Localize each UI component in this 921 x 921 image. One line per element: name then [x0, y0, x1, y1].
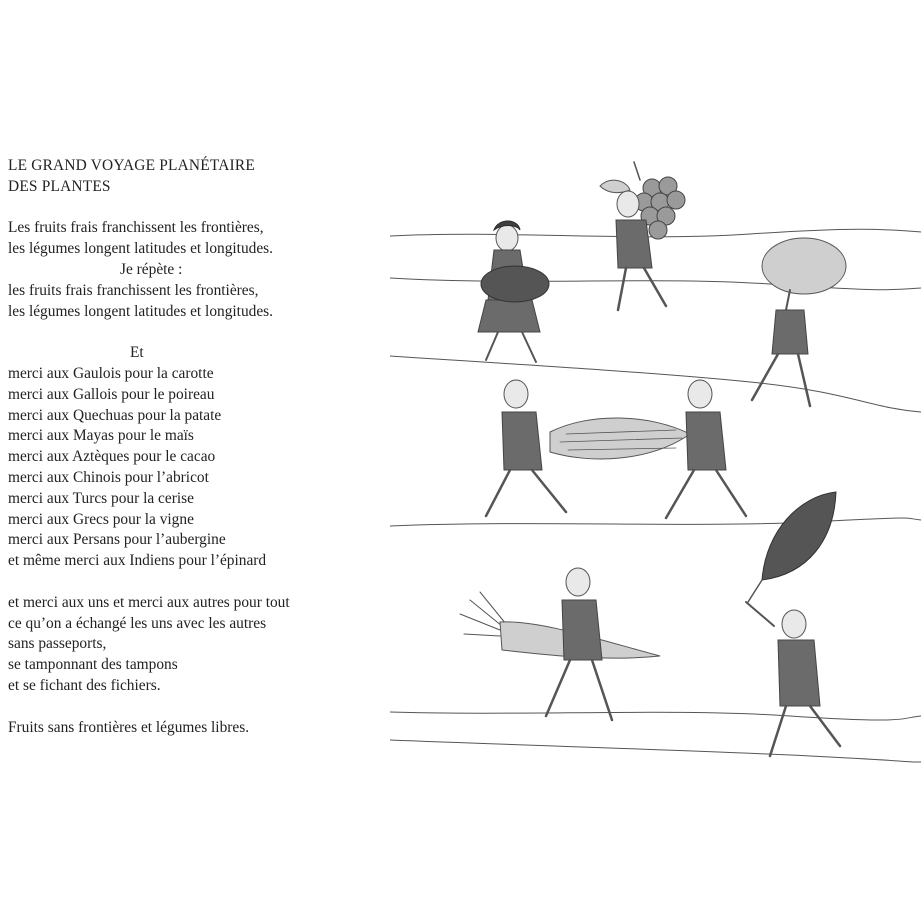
spinach-holder-torso	[778, 640, 820, 706]
potato-carrier-leg-right	[798, 354, 810, 406]
poem	[8, 156, 378, 738]
stanza2-line-10: et même merci aux Indiens pour l’épinard	[8, 552, 267, 570]
eggplant-icon	[481, 266, 549, 302]
stanza1-repeat-line-2: les légumes longent latitudes et longitudes.	[8, 302, 274, 320]
woman-skirt	[478, 300, 540, 332]
pencil-illustration	[390, 150, 921, 780]
stanza2-line-9: merci aux Persans pour l’aubergine	[8, 531, 226, 549]
spinach-holder-arm	[746, 602, 774, 626]
stanza3-line-1: et merci aux uns et merci aux autres pour tout	[8, 593, 290, 611]
latitude-line-4	[390, 518, 921, 526]
two-men-carrying-corn	[486, 380, 746, 518]
woman-leg-left	[486, 332, 498, 360]
corn-carrier-2-leg-left	[666, 470, 694, 518]
woman-head	[496, 225, 518, 251]
corn-carrier-1-leg-right	[532, 470, 566, 512]
latitude-line-6	[390, 740, 921, 762]
stanza-gap	[8, 322, 378, 343]
latitude-line-5	[390, 712, 921, 720]
stanza2-line-6: merci aux Chinois pour l’abricot	[8, 468, 209, 486]
carrot-carrier-head	[566, 568, 590, 596]
poem-title-line-2: DES PLANTES	[8, 177, 111, 195]
person-carrying-potato	[752, 238, 846, 406]
corn-carrier-1-torso	[502, 412, 542, 470]
et-line: Et	[130, 344, 144, 362]
corn-carrier-1-leg-left	[486, 470, 510, 516]
grapes-carrier-torso	[616, 220, 652, 268]
stanza2-line-4: merci aux Mayas pour le maïs	[8, 427, 194, 445]
stanza3-line-2: ce qu’on a échangé les uns avec les autres	[8, 614, 267, 632]
spinach-holder-leg-left	[770, 706, 786, 756]
stanza1-line-2: les légumes longent latitudes et longitudes.	[8, 240, 274, 258]
stanza2-line-3: merci aux Quechuas pour la patate	[8, 406, 222, 424]
poem-title-line-1: LE GRAND VOYAGE PLANÉTAIRE	[8, 157, 255, 174]
stanza1-line-1: Les fruits frais franchissent les frontières,	[8, 219, 264, 237]
spinach-holder-leg-right	[810, 706, 840, 746]
woman-carrying-eggplant	[478, 221, 549, 362]
woman-leg-right	[522, 332, 536, 362]
stanza2-line-5: merci aux Aztèques pour le cacao	[8, 448, 216, 466]
corn-carrier-2-leg-right	[716, 470, 746, 516]
grapes-carrier-leg-right	[644, 268, 666, 306]
stanza3-line-5: et se fichant des fichiers.	[8, 676, 161, 694]
stanza3-line-3: sans passeports,	[8, 635, 107, 653]
stanza2-line-7: merci aux Turcs pour la cerise	[8, 489, 194, 507]
man-carrying-carrot	[460, 568, 660, 720]
corn-carrier-2-head	[688, 380, 712, 408]
stanza2-line-2: merci aux Gallois pour le poireau	[8, 385, 215, 403]
closing-line: Fruits sans frontières et légumes libres.	[8, 718, 250, 736]
stanza3-line-4: se tamponnant des tampons	[8, 656, 178, 674]
stanza2-line-8: merci aux Grecs pour la vigne	[8, 510, 194, 528]
stanza1-repeat-line-1: les fruits frais franchissent les frontières,	[8, 281, 259, 299]
carrot-greens-icon	[460, 592, 506, 636]
grape-stem	[634, 162, 640, 180]
carrot-carrier-leg-left	[546, 660, 570, 716]
potato-icon	[762, 238, 846, 294]
repeat-line: Je répète :	[120, 260, 183, 278]
grape-leaf-icon	[600, 180, 630, 192]
grapes-carrier-leg-left	[618, 268, 626, 310]
potato-carrier-arm	[786, 290, 790, 310]
stanza-gap	[8, 198, 378, 219]
latitude-line-3	[390, 356, 921, 412]
spinach-leaf-icon	[762, 492, 836, 580]
stanza2-line-1: merci aux Gaulois pour la carotte	[8, 364, 214, 382]
latitude-lines	[390, 229, 921, 762]
spinach-holder-head	[782, 610, 806, 638]
corn-carrier-2-torso	[686, 412, 726, 470]
spinach-stem	[748, 580, 762, 602]
potato-carrier-leg-left	[752, 354, 778, 400]
grapes-carrier-head	[617, 191, 639, 217]
potato-carrier-torso	[772, 310, 808, 354]
stanza-gap	[8, 697, 378, 718]
carrot-carrier-torso	[562, 600, 602, 660]
stanza-gap	[8, 572, 378, 593]
corn-carrier-1-head	[504, 380, 528, 408]
carrot-carrier-leg-right	[592, 660, 612, 720]
illustration-canvas	[390, 150, 921, 780]
